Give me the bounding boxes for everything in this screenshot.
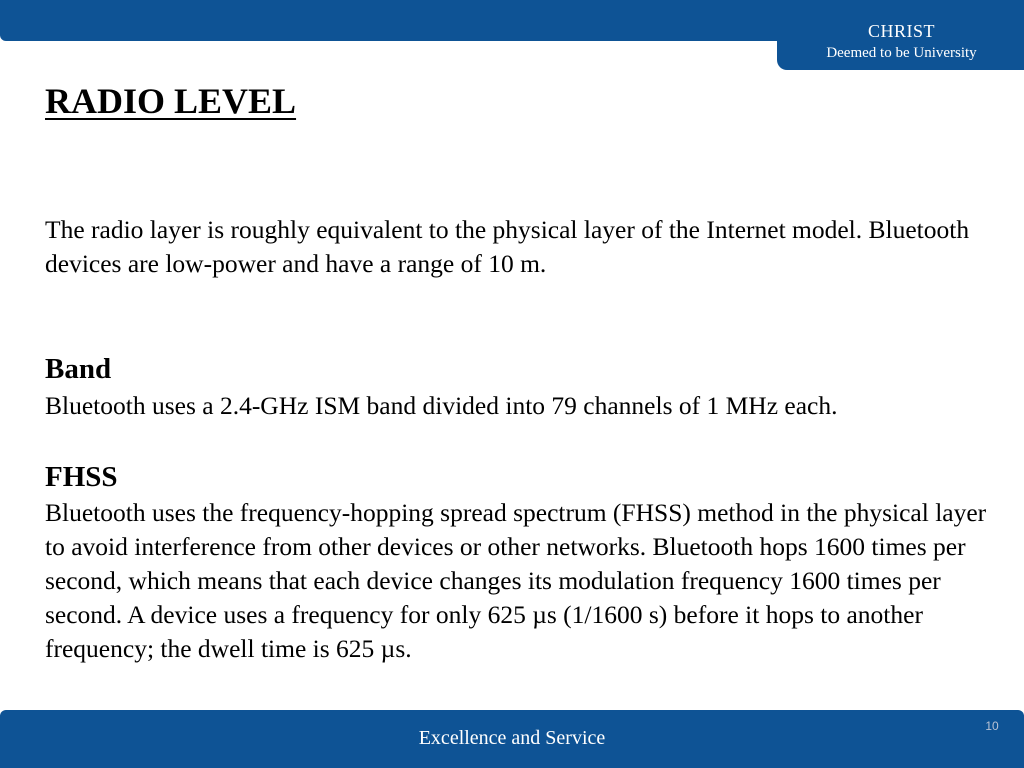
institution-name: CHRIST	[867, 21, 935, 41]
institution-brand	[777, 0, 1024, 70]
institution-subtitle: Deemed to be University	[826, 45, 977, 61]
band-paragraph: Bluetooth uses a 2.4-GHz ISM band divided into 79 channels of 1 MHz each.	[45, 391, 838, 420]
band-heading: Band	[45, 353, 112, 385]
fhss-heading: FHSS	[45, 461, 118, 493]
page-number: 10	[985, 719, 999, 733]
slide-title: RADIO LEVEL	[45, 81, 297, 121]
intro-paragraph: The radio layer is roughly equivalent to the physical layer of the Internet model. Bluetooth devices are low-power and have a range of 10 m.	[45, 215, 970, 278]
fhss-paragraph: Bluetooth uses the frequency-hopping spread spectrum (FHSS) method in the physical layer to avoid interference from other devices or other networks. Bluetooth hops 1600 times per second, which means that each device changes its modulation frequency 1600 times per second. A device uses a frequency for only 625 µs (1/1600 s) before it hops to another frequency; the dwell time is 625 µs.	[45, 498, 987, 663]
footer-motto: Excellence and Service	[418, 727, 606, 749]
